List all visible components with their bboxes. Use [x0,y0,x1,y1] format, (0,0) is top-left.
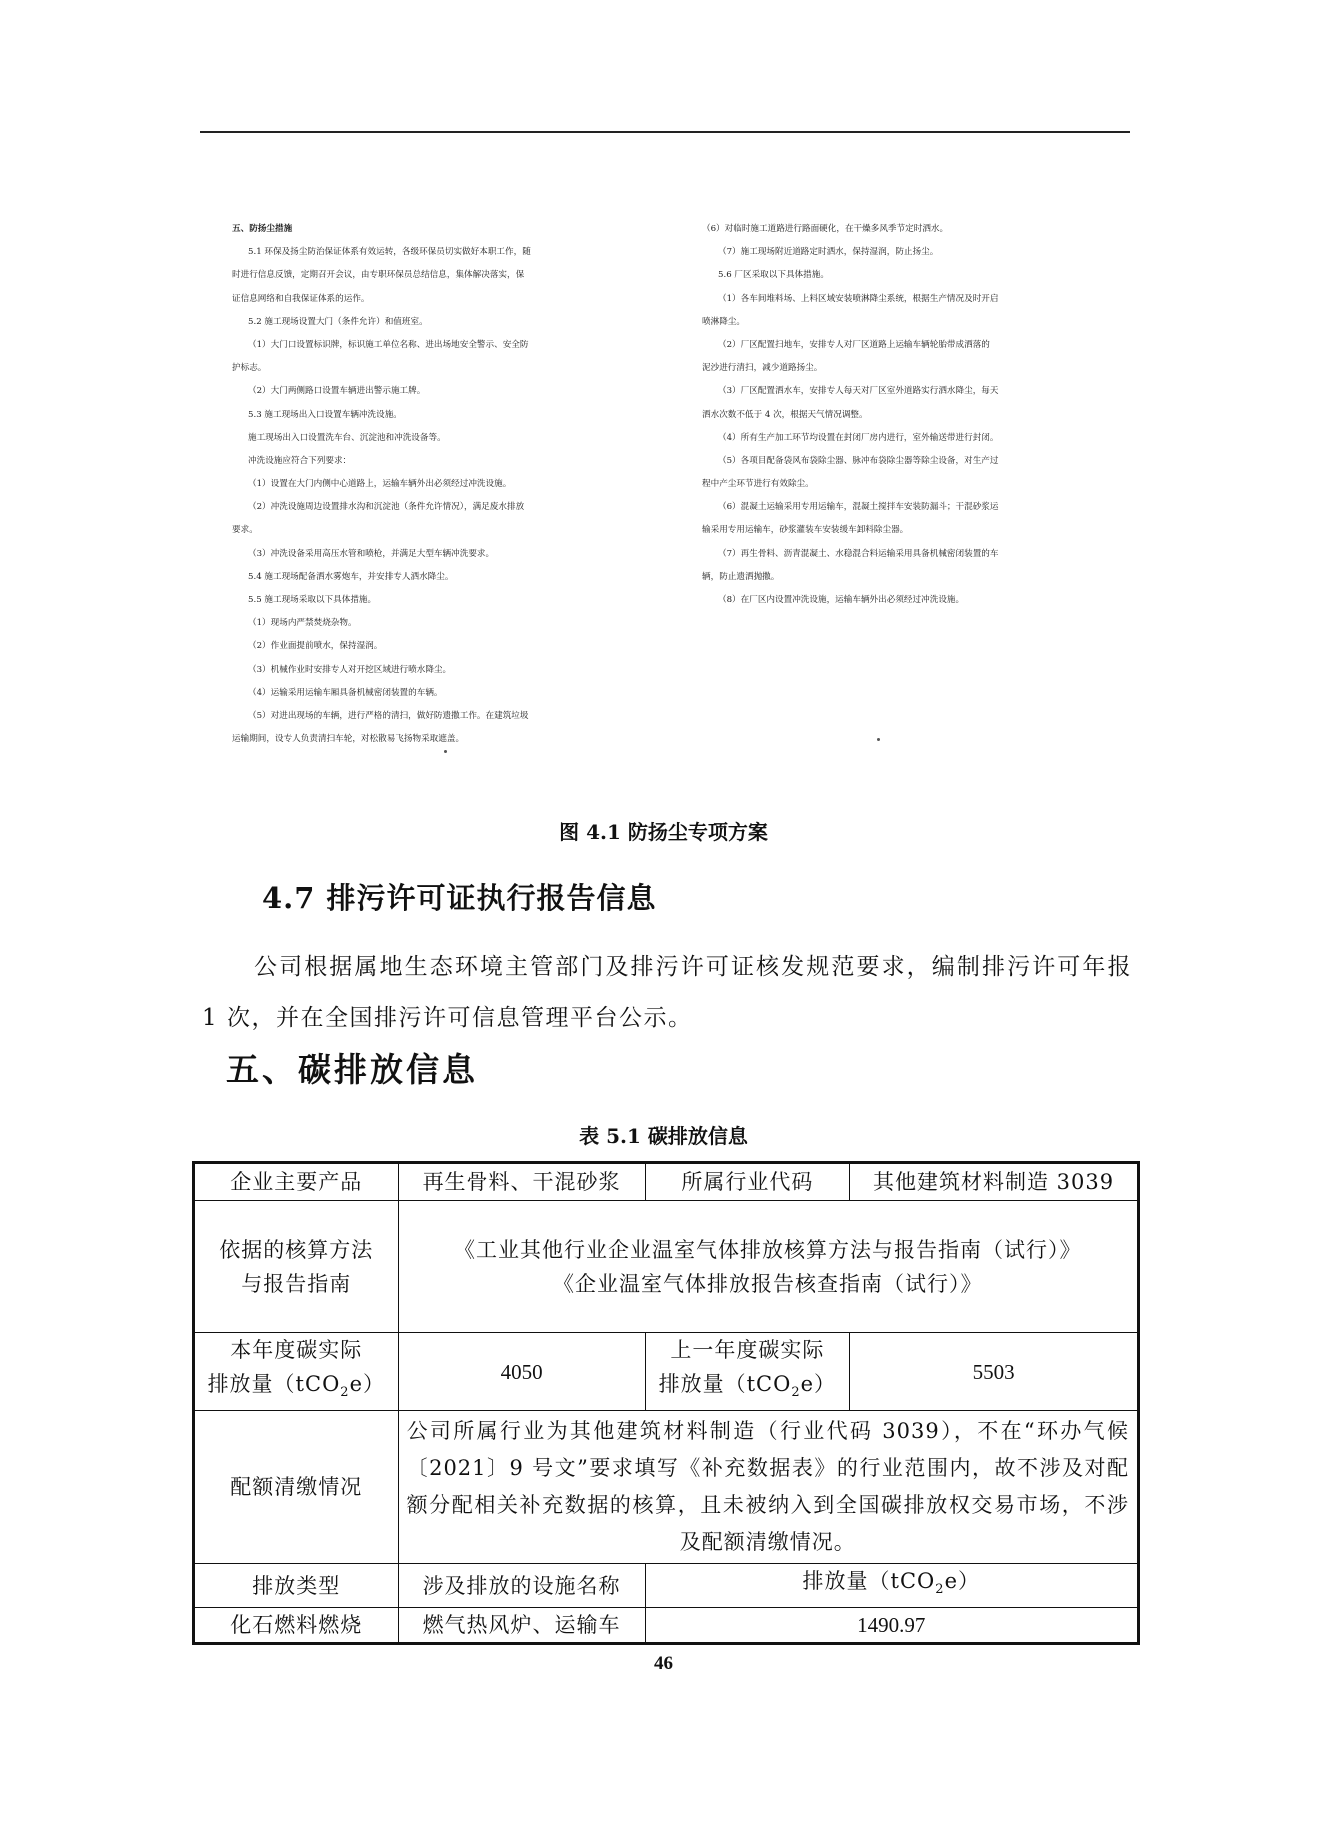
figure-left-line: （2）作业面提前喷水，保持湿润。 [248,641,383,652]
cell-previous-emission-value: 5503 [850,1333,1139,1411]
figure-right-line: 辆，防止遗洒抛撒。 [702,571,780,582]
table-row [194,1608,1139,1644]
figure-left-line: 要求。 [232,525,258,536]
figure-left-line: （3）机械作业时安排专人对开挖区域进行喷水降尘。 [248,664,452,675]
figure-left-line: 5.1 环保及扬尘防治保证体系有效运转，各级环保员切实做好本职工作，随 [248,247,531,258]
section-heading-5: 五、碳排放信息 [226,1050,478,1089]
scan-speck [877,738,880,741]
header-rule [200,131,1130,133]
figure-left-line: （2）冲洗设施周边设置排水沟和沉淀池（条件允许情况），满足废水排放 [248,502,525,513]
figure-right-line: （8）在厂区内设置冲洗设施，运输车辆外出必须经过冲洗设施。 [718,595,965,605]
figure-left-line: 冲洗设施应符合下列要求： [248,455,352,466]
cell-industry-code-value: 其他建筑材料制造 3039 [850,1163,1139,1201]
cell-facility: 燃气热风炉、运输车 [398,1608,645,1644]
figure-left-line: 5.4 施工现场配备洒水雾炮车，并安排专人洒水降尘。 [248,571,454,582]
table-row [194,1411,1139,1564]
table-row [194,1564,1139,1608]
page-number: 46 [654,1653,673,1674]
figure-left-column [232,218,672,751]
figure-left-line: （1）设置在大门内侧中心道路上，运输车辆外出必须经过冲洗设施。 [248,479,512,490]
figure-caption: 图 4.1 防扬尘专项方案 [559,820,768,844]
section-4-7-paragraph: 公司根据属地生态环境主管部门及排污许可证核发规范要求，编制排污许可年报 1 次，并在全国排污许可信息管理平台公示。 [202,954,1132,1031]
table-title: 表 5.1 碳排放信息 [579,1124,748,1148]
cell-industry-code-label: 所属行业代码 [645,1163,850,1201]
figure-left-line: （3）冲洗设备采用高压水管和喷枪，并满足大型车辆冲洗要求。 [248,548,495,559]
figure-right-line: （1）各车间堆料场、上料区域安装喷淋降尘系统，根据生产情况及时开启 [718,293,999,304]
section-heading-4-7: 4.7 排污许可证执行报告信息 [262,881,657,915]
cell-emission-amount-header: 排放量（tCO$_2$e） [645,1564,1138,1608]
figure-left-line: 时进行信息反馈，定期召开会议，由专职环保员总结信息，集体解决落实，保 [232,270,525,281]
figure-right-line: （6）对临时施工道路进行路面硬化，在干燥多风季节定时洒水。 [702,224,949,234]
figure-right-line: （6）混凝土运输采用专用运输车，混凝土搅拌车安装防漏斗；干混砂浆运 [718,502,999,513]
figure-left-line: 五、防扬尘措施 [232,224,293,234]
cell-previous-emission-label: 上一年度碳实际 排放量（tCO$_2$e） [645,1333,850,1411]
figure-right-line: （5）各项目配备袋风布袋除尘器、脉冲布袋除尘器等除尘设备，对生产过 [718,455,999,466]
figure-right-line: 程中产尘环节进行有效除尘。 [702,479,814,490]
cell-current-emission-label: 本年度碳实际 排放量（tCO$_2$e） [194,1333,399,1411]
scan-speck [444,750,447,753]
cell-method-label: 依据的核算方法 与报告指南 [194,1201,399,1333]
figure-left-line: 运输期间，设专人负责清扫车轮，对松散易飞扬物采取遮盖。 [232,734,465,745]
carbon-emission-table [192,1161,1140,1645]
figure-right-line: 喷淋降尘。 [702,316,745,327]
table-row [194,1333,1139,1411]
cell-quota-label: 配额清缴情况 [194,1411,399,1564]
figure-right-line: （7）施工现场附近道路定时洒水，保持湿润，防止扬尘。 [718,247,939,258]
figure-right-line: （3）厂区配置洒水车，安排专人每天对厂区室外道路实行洒水降尘，每天 [718,386,999,397]
cell-method-value: 《工业其他行业企业温室气体排放核算方法与报告指南（试行）》 《企业温室气体排放报告核查指南（试行）》 [398,1201,1138,1333]
figure-right-column [702,218,1112,612]
figure-left-line: 护标志。 [232,363,267,374]
figure-left-line: 5.3 施工现场出入口设置车辆冲洗设施。 [248,409,402,420]
figure-right-line: （7）再生骨料、沥青混凝土、水稳混合料运输采用具备机械密闭装置的车 [718,548,999,559]
table-row [194,1201,1139,1333]
cell-product-label: 企业主要产品 [194,1163,399,1201]
figure-left-line: 施工现场出入口设置洗车台、沉淀池和冲洗设备等。 [248,432,446,443]
figure-left-line: （1）现场内严禁焚烧杂物。 [248,618,357,629]
figure-right-line: 5.6 厂区采取以下具体措施。 [718,270,829,281]
figure-right-line: 泥沙进行清扫，减少道路扬尘。 [702,363,823,374]
figure-left-line: （5）对进出现场的车辆，进行严格的清扫，做好防遗撒工作。在建筑垃圾 [248,710,529,721]
figure-left-line: （1）大门口设置标识牌，标识施工单位名称、进出场地安全警示、安全防 [248,339,529,350]
cell-facility-header: 涉及排放的设施名称 [398,1564,645,1608]
cell-product-value: 再生骨料、干混砂浆 [398,1163,645,1201]
cell-current-emission-value: 4050 [398,1333,645,1411]
figure-right-line: （2）厂区配置扫地车，安排专人对厂区道路上运输车辆轮胎带成洒落的 [718,339,990,350]
table-row [194,1163,1139,1201]
cell-emission-type: 化石燃料燃烧 [194,1608,399,1644]
cell-emission-type-header: 排放类型 [194,1564,399,1608]
cell-quota-value: 公司所属行业为其他建筑材料制造（行业代码 3039），不在“环办气候〔2021〕9 号文”要求填写《补充数据表》的行业范围内，故不涉及对配额分配相关补充数据的核算，且未被纳入到全国碳排放权交易市场，不涉及配额清缴情况。 [398,1411,1138,1564]
figure-right-line: 洒水次数不低于 4 次，根据天气情况调整。 [702,409,868,420]
figure-left-line: 5.2 施工现场设置大门（条件允许）和值班室。 [248,316,428,327]
figure-left-line: （2）大门两侧路口设置车辆进出警示施工牌。 [248,386,426,397]
figure-right-line: （4）所有生产加工环节均设置在封闭厂房内进行，室外输送带进行封闭。 [718,432,999,443]
figure-left-line: （4）运输采用运输车厢具备机械密闭装置的车辆。 [248,687,443,698]
cell-emission-amount: 1490.97 [645,1608,1138,1644]
figure-right-line: 输采用专用运输车，砂浆灌装车安装缓车卸料除尘器。 [702,525,909,536]
dust-control-figure [232,218,1112,758]
figure-left-line: 5.5 施工现场采取以下具体措施。 [248,595,377,605]
figure-left-line: 证信息网络和自我保证体系的运作。 [232,293,370,304]
